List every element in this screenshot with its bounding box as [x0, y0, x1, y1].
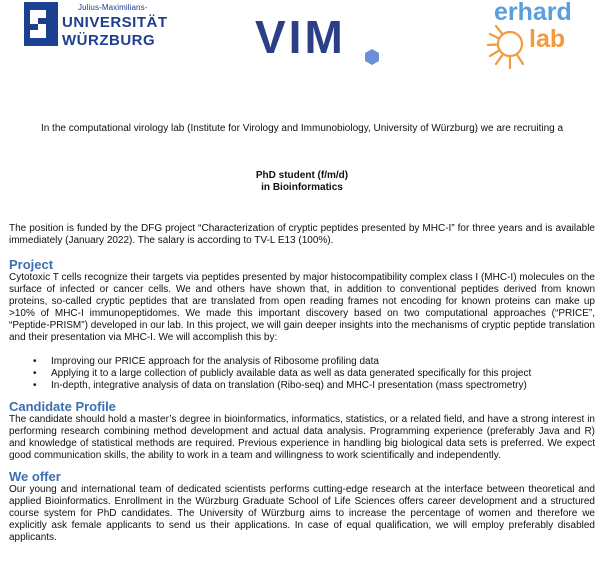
erhard-lab-logo	[486, 0, 586, 75]
bullet-icon: •	[33, 368, 37, 379]
university-small-text: Julius-Maximilians-	[78, 3, 148, 12]
we-offer-heading: We offer	[9, 469, 61, 484]
project-bullet-list	[9, 356, 595, 392]
project-heading: Project	[9, 257, 54, 272]
bullet-icon: •	[33, 380, 37, 391]
university-line-2: WÜRZBURG	[62, 32, 156, 49]
university-line-1: UNIVERSITÄT	[62, 14, 168, 31]
erhard-logo-text: erhard	[494, 0, 572, 26]
hexagon-icon	[363, 48, 381, 66]
list-item-text: In-depth, integrative analysis of data on translation (Ribo-seq) and MHC-I presentation (mass spectrometry)	[51, 380, 527, 391]
intro-text: In the computational virology lab (Institute for Virology and Immunobiology, University of Würzburg) we are recruiting a	[40, 123, 564, 134]
bullet-icon: •	[33, 356, 37, 367]
list-item-text: Improving our PRICE approach for the analysis of Ribosome profiling data	[51, 356, 379, 367]
position-title-line-1: PhD student (f/m/d)	[255, 170, 349, 181]
university-wuerzburg-logo	[24, 2, 174, 60]
funding-text: The position is funded by the DFG project “Characterization of cryptic peptides presented by MHC-I” for three years and is available immediately (January 2022). The salary is according to TV-L E13 (100%).	[9, 223, 595, 246]
job-posting	[9, 122, 595, 544]
candidate-profile-heading: Candidate Profile	[9, 399, 116, 414]
logo-header	[0, 0, 602, 80]
list-item-text: Applying it to a large collection of publicly available data as well as data generated specifically for this project	[51, 368, 532, 379]
position-title-line-2: in Bioinformatics	[261, 182, 343, 193]
list-item	[9, 356, 595, 368]
position-title	[9, 170, 595, 194]
lab-logo-text: lab	[529, 25, 566, 53]
candidate-profile-text: The candidate should hold a master’s degree in bioinformatics, informatics, statistics, or a related field, and have a strong interest in performing research combining method development and actual data analysis. Programming experience (preferably Java and R) and knowledge of statistical methods are required. Previous experience in handling big biological data sets is preferred. We expect good communication skills, the ability to work in a team and willingness to work scientifically and independently.	[9, 414, 595, 461]
project-text: Cytotoxic T cells recognize their targets via peptides presented by major histocompatibility complex class I (MHC-I) molecules on the surface of infected or cancer cells. We and others have shown that, in addition to conventional peptides derived from known proteins, so-called cryptic peptides that are translated from open reading frames not encoding for known proteins can make up >10% of MHC-I immunopeptidomes. We made this important discovery based on two computational approaches (“PRICE”, “Peptide-PRISM”) developed in our lab. In this project, we will gain deeper insights into the mechanisms of cryptic peptide translation and their presentation via MHC-I. We will accomplish this by:	[9, 272, 595, 343]
vim-logo-text: VIM	[255, 11, 346, 63]
vim-logo	[255, 11, 385, 66]
list-item	[9, 380, 595, 392]
university-mark-icon	[24, 2, 60, 46]
we-offer-text: Our young and international team of dedicated scientists performs cutting-edge research at the interface between theoretical and applied Bioinformatics. Enrollment in the Würzburg Graduate School of Life Sciences offers career development and a structured course system for PhD candidates. The University of Würzburg aims to increase the percentage of women and therefore we explicitly ask female applicants to send us their applications. In case of equal qualification, we will employ preferably disabled applicants.	[9, 484, 595, 543]
list-item	[9, 368, 595, 380]
